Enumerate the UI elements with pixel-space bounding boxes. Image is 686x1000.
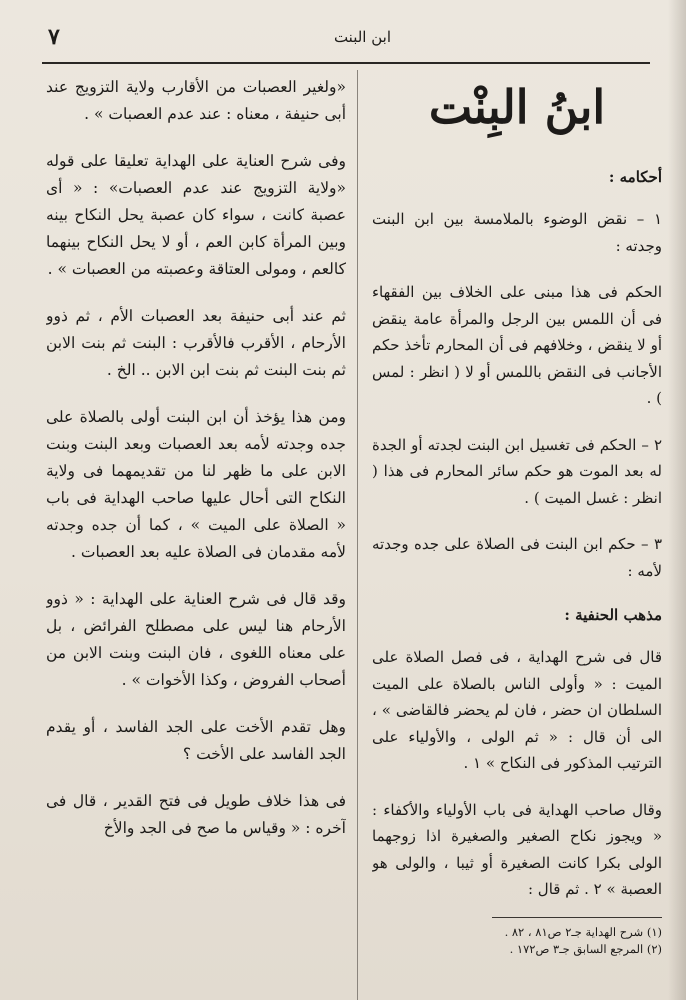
paragraph: فى هذا خلاف طويل فى فتح القدير ، قال فى آخره : « وقياس ما صح فى الجد والأخ [46, 792, 346, 837]
running-title: ابن البنت [333, 28, 391, 46]
right-column [372, 74, 662, 994]
madhhab-heading: مذهب الحنفية : [564, 606, 662, 624]
footnote: (٢) المرجع السابق جـ٣ ص١٧٢ . [509, 941, 662, 956]
paragraph: ومن هذا يؤخذ أن ابن البنت أولى بالصلاة على جده وجدته لأمه بعد العصبات وبعد البنت وبنت الابن على ما ظهر لنا من تقديمهما فى ولاية النكاح التى أحال عليها صاحب الهداية فى باب « الصلاة على الميت » ، كما أن جده وجدته لأمه مقدمان فى الصلاة عليه بعد العصبات . [46, 408, 346, 561]
footnote: (١) شرح الهداية جـ٢ ص٨١ ، ٨٢ . [504, 924, 662, 939]
paragraph: وقد قال فى شرح العناية على الهداية : « ذوو الأرحام هنا ليس على مصطلح الفرائض ، بل على معناه اللغوى ، فان البنت وبنت الابن من أصحاب الفروض ، وكذا الأخوات » . [46, 590, 346, 689]
paragraph: ١ – نقض الوضوء بالملامسة بين ابن البنت وجدته : [372, 210, 662, 255]
paragraph: وفى شرح العناية على الهداية تعليقا على قوله «ولاية التزويج عند عدم العصبات» : « أى عصبة كانت ، سواء كان عصبة يحل النكاح بينه وبين المرأة كابن العم ، أو لا يحل النكاح بينهما كالعم ، ومولى العتاقة وعصبته من العصبات » . [46, 152, 346, 278]
paragraph: الحكم فى هذا مبنى على الخلاف بين الفقهاء فى أن اللمس بين الرجل والمرأة عامة ينقض أو لا ينقض ، وخلافهم فى أن المحارم تأخذ حكم الأجانب فى النقض باللمس أو لا ( انظر : لمس ) . [372, 283, 662, 407]
left-column [46, 74, 346, 994]
paragraph: قال فى شرح الهداية ، فى فصل الصلاة على الميت : « وأولى الناس بالصلاة على الميت السلطان ان حضر ، فان لم يحضر فالقاضى » ، الى أن قال : « ثم الولى ، والأولياء على الترتيب المذكور فى النكاح » ١ . [372, 648, 662, 772]
entry-title: ابنُ البِنْت [428, 80, 606, 134]
footnote-rule [492, 917, 662, 918]
page-edge-shadow [668, 0, 686, 1000]
paragraph: «ولغير العصبات من الأقارب ولاية التزويج عند أبى حنيفة ، معناه : عند عدم العصبات » . [46, 78, 346, 123]
page-header [46, 24, 636, 66]
paragraph: ثم عند أبى حنيفة بعد العصبات الأم ، ثم ذوو الأرحام ، الأقرب فالأقرب : البنت ثم بنت الابن ثم بنت البنت ثم بنت ابن الابن .. الخ . [46, 307, 346, 379]
paragraph: وهل تقدم الأخت على الجد الفاسد ، أو يقدم الجد الفاسد على الأخت ؟ [46, 718, 346, 763]
paragraph: ٢ – الحكم فى تغسيل ابن البنت لجدته أو الجدة له بعد الموت هو حكم سائر المحارم فى هذا ( انظر : غسل الميت ) . [372, 435, 662, 507]
header-rule [42, 62, 650, 64]
section-label: أحكامه : [608, 168, 662, 186]
column-divider [357, 70, 358, 1000]
page-number: ٧ [48, 24, 60, 50]
paragraph: وقال صاحب الهداية فى باب الأولياء والأكفاء : « ويجوز نكاح الصغير والصغيرة اذا زوجهما الولى بكرا كانت الصغيرة أو ثيبا ، والولى هو العصبة » ٢ . ثم قال : [372, 800, 662, 898]
paragraph: ٣ – حكم ابن البنت فى الصلاة على جده وجدته لأمه : [372, 535, 662, 580]
